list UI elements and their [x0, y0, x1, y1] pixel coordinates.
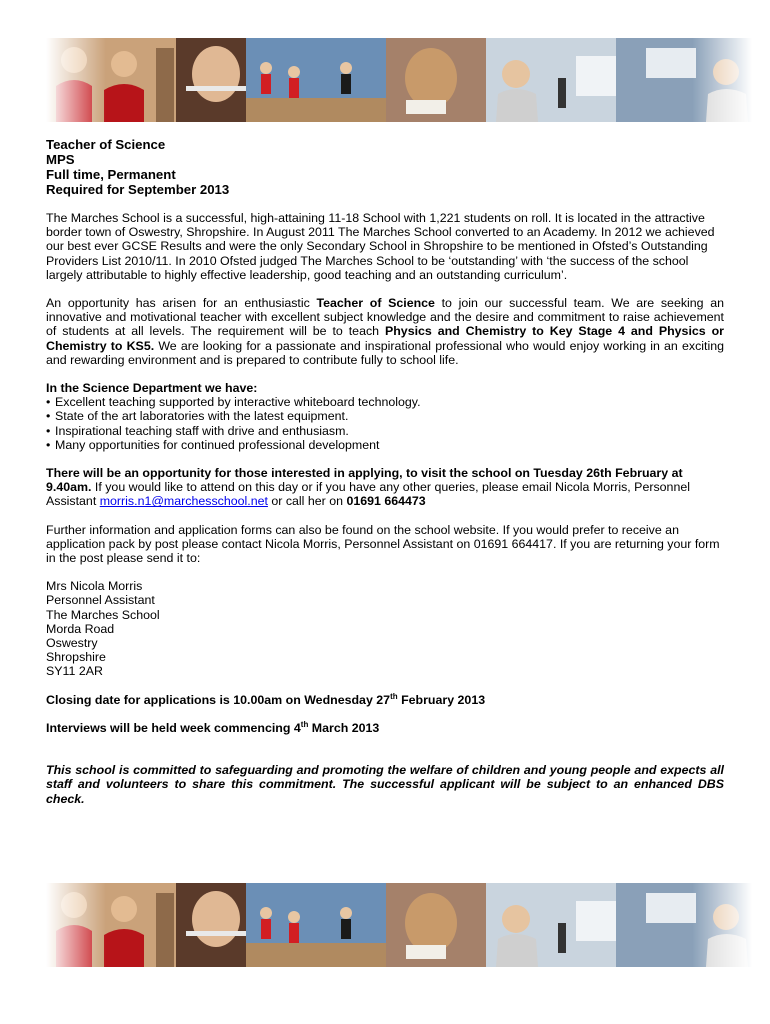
phone-number: 01691 664473 [346, 494, 426, 509]
address-line: Personnel Assistant [46, 593, 155, 608]
department-heading: In the Science Department we have: [46, 381, 258, 396]
closing-date: Closing date for applications is 10.00am on Wednesday 27th February 2013 [46, 691, 486, 707]
school-photo-collage-image [46, 38, 752, 122]
school-photo-collage-image [46, 883, 752, 967]
interview-date: Interviews will be held week commencing 4th March 2013 [46, 719, 380, 735]
contract-type: Full time, Permanent [46, 167, 176, 182]
job-title-block [46, 137, 724, 197]
further-info-paragraph: Further information and application forms can also be found on the school website. If you would prefer to receive an application pack by post please contact Nicola Morris, Personnel Assistant on 01691 664417. If you are returning your form in the post please send it to: [46, 522, 720, 566]
department-list [46, 395, 724, 452]
address-line: Shropshire [46, 650, 106, 665]
start-date: Required for September 2013 [46, 182, 230, 197]
job-title: Teacher of Science [46, 137, 166, 152]
opportunity-paragraph: An opportunity has arisen for an enthusiastic Teacher of Science to join our successful team. We are seeking an innovative and motivational teacher with excellent subject knowledge and the desire and commitment to raise achievement of students at all levels. The requirement will be to teach Physics and Chemistry to Key Stage 4 and Physics or Chemistry to KS5. We are looking for a passionate and inspirational professional who would enjoy working in an exciting and rewarding environment and is prepared to contribute fully to school life. [46, 296, 725, 367]
job-advert-body [46, 137, 724, 806]
list-item: • Inspirational teaching staff with drive and enthusiasm. [46, 423, 349, 438]
list-item: • State of the art laboratories with the latest equipment. [46, 409, 349, 424]
postal-address [46, 579, 724, 678]
email-link[interactable]: morris.n1@marchesschool.net [99, 494, 268, 509]
list-item: • Many opportunities for continued professional development [46, 437, 380, 452]
address-line: SY11 2AR [46, 664, 103, 679]
visit-paragraph: There will be an opportunity for those interested in applying, to visit the school on Tuesday 26th February at 9.40am. If you would like to attend on this day or if you have any other queries, please email Nicola Morris, Personnel Assistant morris.n1@marchesschool.net or call her on 01691 664473 [46, 466, 690, 509]
header-photo-banner [46, 38, 752, 122]
school-intro-paragraph: The Marches School is a successful, high-attaining 11-18 School with 1,221 students on roll. It is located in the attractive border town of Oswestry, Shropshire. In August 2011 The Marches School converted to an Academy. In 2012 we achieved our best ever GCSE Results and were the only Secondary School in Shropshire to be mentioned in Ofsted’s Outstanding Providers List 2010/11. In 2010 Ofsted judged The Marches School to be ‘outstanding’ with ‘the success of the school largely attributable to highly effective leadership, good teaching and an outstanding curriculum’. [46, 211, 715, 282]
address-line: Mrs Nicola Morris [46, 579, 143, 594]
footer-photo-banner [46, 883, 752, 967]
address-line: Oswestry [46, 636, 98, 651]
address-line: Morda Road [46, 621, 115, 636]
list-item: • Excellent teaching supported by interactive whiteboard technology. [46, 395, 421, 410]
address-line: The Marches School [46, 607, 160, 622]
safeguarding-statement: This school is committed to safeguarding and promoting the welfare of children and young people and expects all staff and volunteers to share this commitment. The successful applicant will be subject to an enhanced DBS check. [46, 763, 724, 806]
pay-scale: MPS [46, 152, 75, 167]
